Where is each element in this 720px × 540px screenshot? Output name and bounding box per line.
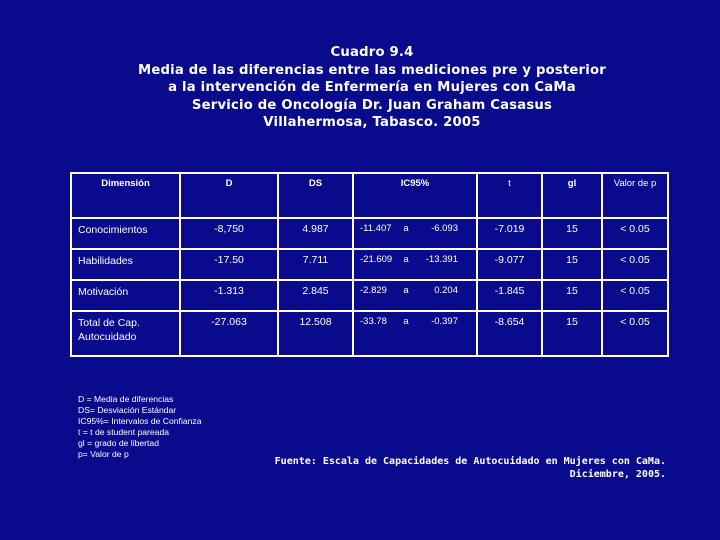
row-label: Habilidades (71, 249, 180, 280)
row-label: Total de Cap. Autocuidado (71, 311, 180, 356)
header-ds: DS (278, 173, 353, 218)
legend-line: DS= Desviación Estándar (78, 404, 177, 415)
abbreviation-legend (78, 394, 202, 459)
ic-high: -0.397 (431, 316, 458, 327)
header-d: D (180, 173, 278, 218)
legend-line: gl = grado de libertad (78, 437, 159, 448)
cell-d: -17.50 (180, 249, 278, 280)
title-line-4: Servicio de Oncología Dr. Juan Graham Casasus (191, 97, 553, 113)
table-row (71, 280, 668, 311)
cell-ds: 4.987 (278, 218, 353, 249)
title-line-1: Cuadro 9.4 (330, 45, 414, 60)
ic-high: 0.204 (434, 285, 458, 296)
results-table (70, 172, 669, 357)
ic-low: -21.609 (360, 254, 393, 265)
cell-d: -8,750 (180, 218, 278, 249)
cell-p-value: < 0.05 (602, 311, 668, 356)
cell-ds: 7.711 (278, 249, 353, 280)
cell-gl: 15 (542, 280, 602, 311)
cell-t: -8.654 (477, 311, 542, 356)
header-dimension: Dimensión (71, 173, 180, 218)
source-line-2: Diciembre, 2005. (569, 469, 666, 480)
table-row (71, 218, 668, 249)
cell-ic95 (353, 280, 477, 311)
cell-ic95 (353, 218, 477, 249)
cell-ic95 (353, 311, 477, 356)
ic-high: -13.391 (425, 254, 458, 265)
cell-gl: 15 (542, 218, 602, 249)
cell-gl: 15 (542, 249, 602, 280)
ic-separator: a (403, 223, 409, 234)
source-line-1: Fuente: Escala de Capacidades de Autocuidado en Mujeres con CaMa. (274, 456, 666, 467)
title-line-2: Media de las diferencias entre las mediciones pre y posterior (138, 62, 606, 78)
cell-d: -1.313 (180, 280, 278, 311)
ic-low: -33.78 (360, 316, 387, 327)
row-label: Conocimientos (71, 218, 180, 249)
cell-p-value: < 0.05 (602, 280, 668, 311)
cell-ds: 2.845 (278, 280, 353, 311)
header-ic95: IC95% (353, 173, 477, 218)
table-row (71, 311, 668, 356)
cell-t: -1.845 (477, 280, 542, 311)
title-line-5: Villahermosa, Tabasco. 2005 (263, 115, 481, 131)
header-t: t (477, 173, 542, 218)
legend-line: t = t de student pareada (78, 426, 170, 437)
row-label: Motivación (71, 280, 180, 311)
cell-t: -7.019 (477, 218, 542, 249)
ic-separator: a (403, 254, 409, 265)
cell-t: -9.077 (477, 249, 542, 280)
title-line-3: a la intervención de Enfermería en Mujeres con CaMa (168, 80, 576, 96)
cell-d: -27.063 (180, 311, 278, 356)
table-header-row (71, 173, 668, 218)
source-note (275, 455, 666, 481)
legend-line: p= Valor de p (78, 448, 129, 459)
ic-low: -11.407 (360, 223, 392, 234)
cell-p-value: < 0.05 (602, 218, 668, 249)
table-row (71, 249, 668, 280)
cell-p-value: < 0.05 (602, 249, 668, 280)
ic-separator: a (403, 316, 409, 327)
header-gl: gl (542, 173, 602, 218)
legend-line: D = Media de diferencias (78, 394, 174, 404)
cell-gl: 15 (542, 311, 602, 356)
header-p-value: Valor de p (602, 173, 668, 218)
cell-ic95 (353, 249, 477, 280)
ic-separator: a (403, 285, 409, 296)
ic-low: -2.829 (360, 285, 387, 296)
legend-line: IC95%= Intervalos de Confianza (78, 415, 202, 426)
ic-high: -6.093 (431, 223, 458, 234)
cell-ds: 12.508 (278, 311, 353, 356)
table-title (0, 44, 720, 132)
